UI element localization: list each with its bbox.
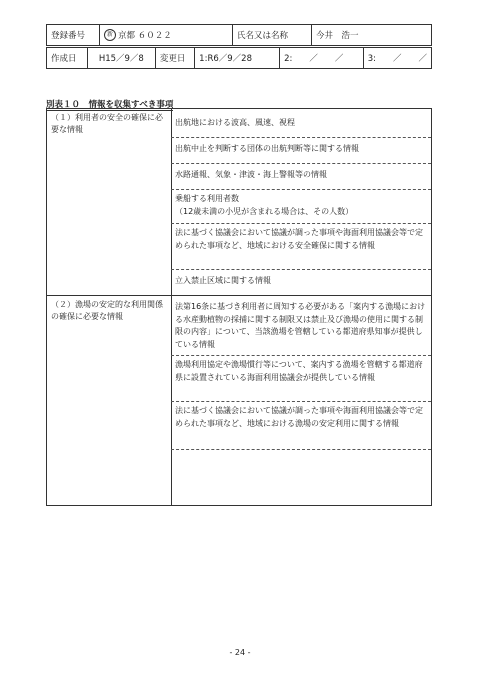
category-divider bbox=[47, 295, 431, 296]
category-safety-label: （１）利用者の安全の確保に必要な情報 bbox=[51, 113, 163, 134]
new-stamp-icon: 新 bbox=[104, 29, 116, 41]
safety-item-4: 乗船する利用者数 （12歳未満の小児が含まれる場合は、その人数） bbox=[175, 194, 354, 216]
fishery-item-3: 法に基づく協議会において協議が調った事項や海面利用協議会等で定められた事項など、地域における漁場の安定利用に関する情報 bbox=[175, 406, 423, 428]
item-divider bbox=[171, 163, 431, 164]
column-divider bbox=[171, 109, 172, 505]
info-table bbox=[46, 108, 432, 506]
fishery-item-1: 法第16条に基づき利用者に周知する必要がある「案内する漁場における水産動植物の採捕に関する制限又は禁止及び漁場の使用に関する制限の内容」について、当該漁場を管轄している都道府県知事が提供している情報 bbox=[175, 302, 426, 349]
item-divider bbox=[171, 189, 431, 190]
safety-item-2: 出航中止を判断する団体の出航判断等に関する情報 bbox=[175, 144, 359, 153]
header-table-registration bbox=[46, 24, 432, 46]
page-number: - 24 - bbox=[229, 648, 251, 657]
item-divider bbox=[171, 269, 431, 270]
change-2: 2: ／ ／ bbox=[280, 48, 364, 69]
section-title: 別表１０ 情報を収集すべき事項 bbox=[46, 100, 174, 110]
item-divider bbox=[171, 401, 431, 402]
created-label: 作成日 bbox=[47, 48, 88, 69]
change-1: 1:R6／9／28 bbox=[195, 48, 280, 69]
safety-item-3: 水路通報、気象・津波・海上警報等の情報 bbox=[175, 170, 327, 179]
registration-value-cell bbox=[100, 25, 233, 46]
header-table-dates bbox=[46, 47, 432, 69]
changed-label: 変更日 bbox=[155, 48, 194, 69]
safety-item-1: 出航地における波高、風速、視程 bbox=[175, 118, 295, 127]
change-3: 3: ／ ／ bbox=[363, 48, 431, 69]
safety-item-6: 立入禁止区域に関する情報 bbox=[175, 276, 271, 285]
registration-value: 京都 ６０２２ bbox=[118, 30, 172, 41]
item-divider bbox=[171, 355, 431, 356]
name-label: 氏名又は名称 bbox=[233, 25, 312, 46]
fishery-item-2: 漁場利用協定や漁場慣行等について、案内する漁場を管轄する都道府県に設置されている海面利用協議会が提供している情報 bbox=[175, 360, 423, 382]
category-fishery-label: （２）漁場の安定的な利用関係の確保に必要な情報 bbox=[51, 300, 163, 321]
name-value: 今井 浩一 bbox=[312, 25, 432, 46]
registration-label: 登録番号 bbox=[47, 25, 100, 46]
safety-item-5: 法に基づく協議会において協議が調った事項や海面利用協議会等で定められた事項など、地域における安全確保に関する情報 bbox=[175, 228, 423, 250]
item-divider bbox=[171, 137, 431, 138]
item-divider bbox=[171, 449, 431, 450]
created-value: H15／9／8 bbox=[87, 48, 155, 69]
item-divider bbox=[171, 223, 431, 224]
